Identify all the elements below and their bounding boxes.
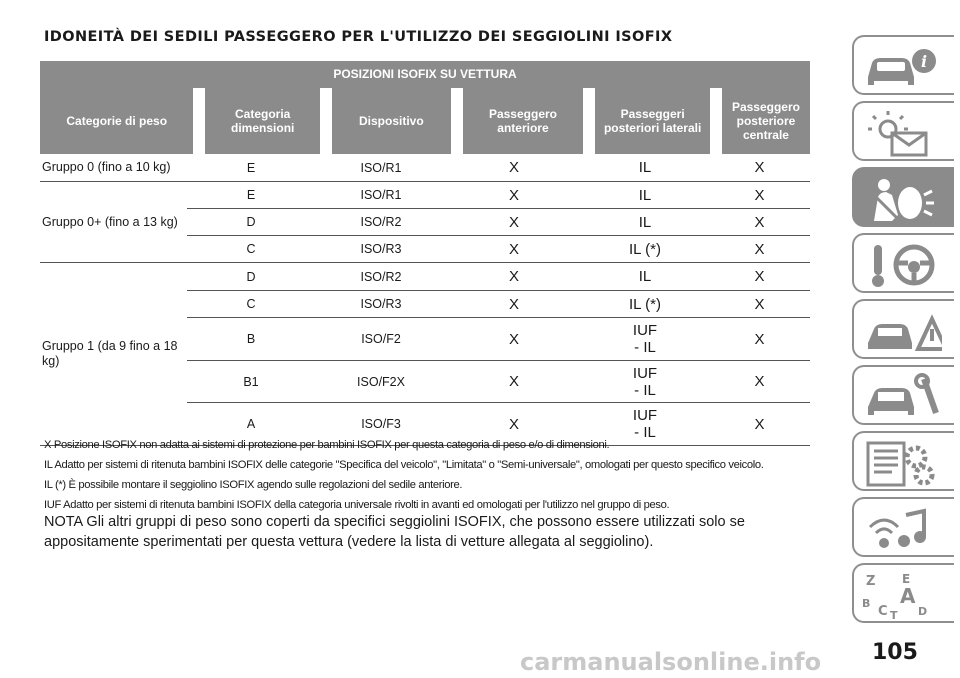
- tab-car-info[interactable]: [852, 35, 954, 95]
- table-cell: IL: [638, 268, 652, 285]
- table-cell: D: [246, 215, 256, 229]
- table-cell: X: [508, 268, 519, 285]
- table-cell: ISO/R3: [360, 242, 402, 256]
- tab-index[interactable]: [852, 563, 954, 623]
- table-cell: X: [754, 240, 765, 258]
- header-size-category: Categoria dimensioni: [231, 107, 295, 135]
- watermark: carmanualsonline.info: [520, 648, 822, 676]
- svg-text:E: E: [902, 572, 911, 586]
- weight-group-label: Gruppo 0+ (fino a 13 kg): [42, 214, 178, 229]
- table-cell: X: [754, 268, 765, 285]
- table-row: [187, 290, 810, 317]
- table-cell: IL (*): [629, 295, 661, 313]
- tab-technical-data[interactable]: [852, 431, 954, 491]
- table-row: [187, 235, 810, 262]
- table-cell: ISO/F2X: [357, 374, 405, 389]
- table-cell: X: [754, 186, 765, 204]
- starting-driving-icon: [862, 241, 942, 289]
- table-cell: ISO/R2: [360, 269, 402, 284]
- table-cell: X: [754, 159, 765, 176]
- tab-starting-driving[interactable]: [852, 233, 954, 293]
- table-cell: A: [246, 417, 256, 431]
- table-cell: E: [246, 160, 256, 175]
- table-cell: X: [754, 330, 765, 348]
- table-cell: IL: [638, 159, 652, 176]
- index-icon: [862, 571, 942, 619]
- table-cell: X: [508, 159, 519, 176]
- table-cell: X: [754, 373, 765, 390]
- table-cell: X: [754, 415, 765, 433]
- svg-text:C: C: [878, 604, 888, 619]
- table-cell: X: [754, 213, 765, 231]
- svg-text:B: B: [862, 597, 871, 610]
- table-cell: D: [246, 269, 256, 284]
- table-top-header: POSIZIONI ISOFIX SU VETTURA: [40, 61, 810, 88]
- table-cell: X: [754, 295, 765, 313]
- weight-group-label: Gruppo 1 (da 9 fino a 18 kg): [42, 339, 178, 368]
- isofix-table: [40, 61, 810, 446]
- table-cell: ISO/F2: [361, 332, 401, 346]
- table-header-row: [40, 88, 810, 154]
- weight-group: [40, 154, 810, 182]
- note-x: X Posizione ISOFIX non adatta ai sistemi di protezione per bambini ISOFIX per questa categoria di peso e/o di dimensioni.: [44, 439, 610, 451]
- legend-notes: [44, 435, 824, 515]
- table-cell: IUF - IL: [632, 364, 658, 399]
- weight-group: [40, 263, 810, 446]
- table-cell: ISO/R1: [360, 160, 402, 175]
- table-cell: ISO/R3: [360, 297, 402, 311]
- note-il: IL Adatto per sistemi di ritenuta bambini ISOFIX delle categorie "Specifica del veicolo", "Limitata" o "Semi-universale", omologati per questo specifico veicolo.: [44, 459, 764, 471]
- svg-text:A: A: [900, 584, 916, 608]
- table-body: [40, 154, 810, 446]
- table-cell: C: [246, 297, 256, 311]
- warning-lights-icon: [862, 109, 942, 157]
- svg-text:D: D: [918, 605, 928, 618]
- table-cell: E: [246, 188, 256, 202]
- car-info-icon: [862, 43, 942, 91]
- table-cell: B1: [243, 374, 259, 389]
- weight-group: [40, 182, 810, 263]
- svg-text:T: T: [890, 609, 898, 619]
- table-cell: ISO/F3: [361, 417, 401, 431]
- table-cell: X: [508, 240, 519, 258]
- header-device: Dispositivo: [359, 114, 424, 128]
- table-row: [187, 154, 810, 181]
- table-row: [187, 360, 810, 402]
- tab-multimedia[interactable]: [852, 497, 954, 557]
- tab-safety[interactable]: [852, 167, 954, 227]
- tab-warning-lights[interactable]: [852, 101, 954, 161]
- table-cell: ISO/R2: [360, 215, 402, 229]
- table-cell: ISO/R1: [360, 188, 402, 202]
- technical-data-icon: [862, 439, 942, 487]
- table-cell: IUF - IL: [632, 407, 658, 441]
- table-cell: IL (*): [629, 240, 661, 258]
- table-cell: X: [508, 186, 519, 204]
- tab-emergency[interactable]: [852, 299, 954, 359]
- table-cell: IUF - IL: [632, 322, 658, 356]
- table-cell: X: [508, 295, 519, 313]
- emergency-icon: [862, 307, 942, 355]
- tab-maintenance[interactable]: [852, 365, 954, 425]
- header-front-passenger: Passeggero anteriore: [488, 107, 557, 135]
- svg-text:i: i: [920, 52, 928, 71]
- page-title: IDONEITÀ DEI SEDILI PASSEGGERO PER L'UTILIZZO DEI SEGGIOLINI ISOFIX: [44, 29, 673, 45]
- table-row: [187, 208, 810, 235]
- header-weight-category: Categorie di peso: [66, 114, 168, 128]
- table-row: [187, 263, 810, 290]
- table-cell: IL: [638, 213, 652, 231]
- note-il-star: IL (*) È possibile montare il seggiolino ISOFIX agendo sulle regolazioni del sedile anteriore.: [44, 479, 463, 491]
- table-cell: B: [246, 332, 256, 346]
- table-row: [187, 317, 810, 360]
- table-cell: X: [508, 330, 519, 348]
- page-number: 105: [872, 640, 918, 665]
- table-cell: X: [508, 213, 519, 231]
- table-cell: IL: [638, 186, 652, 204]
- table-row: [187, 182, 810, 208]
- maintenance-icon: [862, 373, 942, 421]
- header-rear-side-passengers: Passeggeri posteriori laterali: [603, 107, 702, 135]
- header-rear-center-passenger: Passeggero posteriore centrale: [731, 100, 800, 142]
- table-cell: X: [508, 373, 519, 390]
- svg-text:Z: Z: [866, 574, 876, 589]
- note-iuf: IUF Adatto per sistemi di ritenuta bambini ISOFIX della categoria universale rivolti in avanti ed omologati per l'utilizzo nel gruppo di peso.: [44, 499, 670, 511]
- table-cell: X: [508, 415, 519, 433]
- safety-seatbelt-airbag-icon: [862, 175, 942, 223]
- weight-group-label: Gruppo 0 (fino a 10 kg): [42, 160, 171, 174]
- multimedia-icon: [862, 505, 942, 553]
- table-cell: C: [246, 242, 256, 256]
- nota-paragraph: NOTA Gli altri gruppi di peso sono coperti da specifici seggiolini ISOFIX, che possono essere utilizzati solo se appositamente sperimentati per questa vettura (vedere la lista di vetture allegata al seggiolino).: [44, 514, 745, 550]
